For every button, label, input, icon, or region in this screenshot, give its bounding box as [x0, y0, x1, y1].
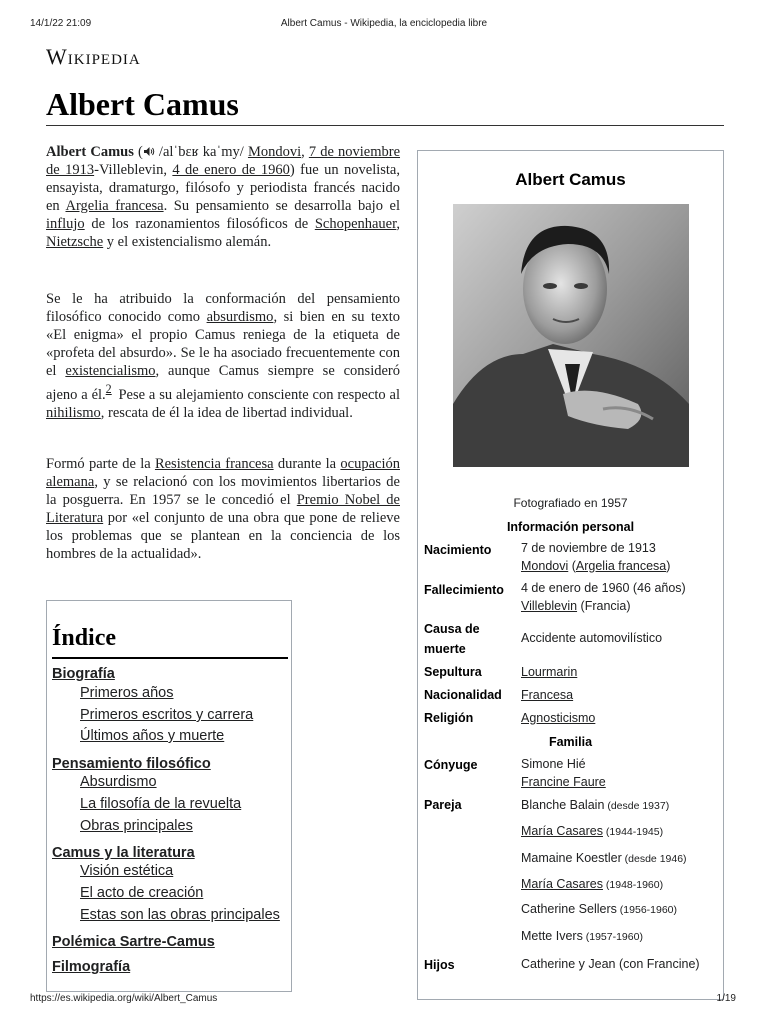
deathplace-text: Villeblevin	[98, 162, 164, 178]
label-religion: Religión	[424, 711, 474, 725]
link-francesa[interactable]: Francesa	[521, 688, 574, 702]
label-causa-muerte: Causa de muerte	[424, 622, 480, 656]
link-absurdismo[interactable]: absurdismo	[206, 309, 274, 325]
infobox-title: Albert Camus	[515, 170, 626, 189]
toc-item-pensamiento[interactable]: Pensamiento filosófico	[52, 756, 211, 772]
pareja-item: María Casares (1948-1960)	[521, 877, 664, 891]
lead-paragraph-3: Formó parte de la Resistencia francesa durante la ocupación alemana, y se relacionó con los movimientos libertarios de la posguerra. En 1957 se le concedió el Premio Nobel de Literatura por «el conjunto de una obra que pone de relieve los problemas que se plantean en la conciencia de los hombres de la actualidad».	[46, 456, 400, 562]
toc-item-polemica[interactable]: Polémica Sartre-Camus	[52, 934, 215, 950]
title-divider	[46, 125, 724, 126]
link-death-date[interactable]: 4 de enero de 1960	[172, 162, 290, 178]
label-nacimiento: Nacimiento	[424, 543, 492, 557]
print-datetime: 14/1/22 21:09	[30, 18, 92, 29]
pareja-item: Mette Ivers (1957-1960)	[521, 929, 643, 943]
toc-item-acto-creacion[interactable]: El acto de creación	[80, 885, 204, 901]
toc-item-ultimos-anos[interactable]: Últimos años y muerte	[80, 728, 225, 744]
label-hijos: Hijos	[424, 958, 455, 972]
link-existencialismo[interactable]: existencialismo	[65, 363, 156, 379]
toc-item-absurdismo[interactable]: Absurdismo	[80, 774, 157, 790]
article-title: Albert Camus	[46, 86, 239, 122]
link-nihilismo[interactable]: nihilismo	[46, 404, 101, 421]
pareja-item: Catherine Sellers (1956-1960)	[521, 902, 678, 916]
link-premio-nobel[interactable]: Premio Nobel de Literatura	[46, 492, 400, 526]
portrait-photo[interactable]	[453, 204, 689, 467]
value-hijos: Catherine y Jean (con Francine)	[521, 957, 700, 971]
link-agnosticismo[interactable]: Agnosticismo	[521, 711, 596, 725]
value-nacimiento: 7 de noviembre de 1913 Mondovi (Argelia francesa)	[521, 541, 671, 573]
infobox	[417, 150, 724, 1000]
toc-title: Índice	[52, 625, 117, 651]
value-causa-muerte: Accidente automovilístico	[521, 631, 663, 645]
link-lourmarin[interactable]: Lourmarin	[521, 665, 578, 679]
link-mondovi-infobox[interactable]: Mondovi	[521, 558, 569, 573]
photo-caption: Fotografiado en 1957	[513, 496, 628, 510]
toc-item-primeros-anos[interactable]: Primeros años	[80, 685, 174, 701]
print-page-title: Albert Camus - Wikipedia, la enciclopedia libre	[280, 18, 488, 29]
link-francine-faure[interactable]: Francine Faure	[521, 774, 606, 789]
lead-paragraph-1: Albert Camus ( /alˈbɛʁ kaˈmy/ Mondovi, 7 de noviembre de 1913-Villeblevin, 4 de enero de 1960) fue un novelista, ensayista, dramaturgo, filósofo y periodista francés nacido en Argelia francesa. Su pensamiento se desarrolla bajo el influjo de los razonamientos filosóficos de Schopenhauer, Nietzsche y el existencialismo alemán.	[46, 144, 401, 250]
label-conyuge: Cónyuge	[424, 758, 478, 772]
toc-item-primeros-escritos[interactable]: Primeros escritos y carrera	[80, 707, 254, 723]
reference-2[interactable]: 2	[105, 382, 112, 396]
label-nacionalidad: Nacionalidad	[424, 688, 502, 702]
toc-item-vision-estetica[interactable]: Visión estética	[80, 863, 174, 879]
link-villeblevin-infobox[interactable]: Villeblevin	[521, 598, 578, 613]
section-familia: Familia	[548, 735, 593, 749]
label-fallecimiento: Fallecimiento	[424, 583, 504, 597]
table-of-contents	[46, 600, 292, 992]
toc-item-estas-obras[interactable]: Estas son las obras principales	[80, 907, 280, 923]
link-resistencia-francesa[interactable]: Resistencia francesa	[154, 456, 274, 472]
ipa-pronunciation: /alˈbɛʁ kaˈmy/	[158, 144, 244, 160]
link-maria-casares[interactable]: María Casares	[521, 877, 603, 891]
link-mondovi[interactable]: Mondovi	[247, 144, 302, 160]
lead-paragraph-2: Se le ha atribuido la conformación del pensamiento filosófico conocido como absurdismo, si bien en su texto «El enigma» el propio Camus reniega de la etiqueta de «profeta del absurdo». Se le ha asociado frecuentemente con el existencialismo, aunque Camus siempre se consideró ajeno a él.$^2$ Pese a su alejamiento consciente con respecto al nihilismo, rescata de él la idea de libertad individual.	[46, 291, 400, 421]
pareja-item: Mamaine Koestler (desde 1946)	[521, 851, 687, 865]
link-argelia-infobox[interactable]: Argelia francesa	[575, 558, 667, 573]
print-url: https://es.wikipedia.org/wiki/Albert_Camus	[30, 993, 218, 1004]
toc-item-revuelta[interactable]: La filosofía de la revuelta	[80, 796, 242, 812]
toc-item-literatura[interactable]: Camus y la literatura	[52, 845, 195, 861]
link-nietzsche[interactable]: Nietzsche	[46, 234, 104, 250]
toc-divider	[52, 657, 288, 659]
subject-name: Albert Camus	[46, 144, 134, 160]
toc-item-biografia[interactable]: Biografía	[52, 666, 115, 682]
link-schopenhauer[interactable]: Schopenhauer	[314, 216, 397, 232]
label-pareja: Pareja	[424, 798, 462, 812]
link-argelia-francesa[interactable]: Argelia francesa	[65, 198, 164, 214]
pareja-item: Blanche Balain (desde 1937)	[521, 798, 670, 812]
link-birth-date[interactable]: 7 de noviembre de 1913	[46, 144, 401, 178]
section-informacion-personal: Información personal	[506, 520, 635, 534]
value-fallecimiento: 4 de enero de 1960 (46 años) Villeblevin (Francia)	[521, 581, 686, 613]
toc-item-filmografia[interactable]: Filmografía	[52, 959, 131, 975]
wikipedia-wordmark[interactable]: Wikipedia	[46, 44, 141, 69]
link-influjo[interactable]: influjo	[46, 216, 85, 232]
value-conyuge: Simone Hié Francine Faure	[521, 757, 606, 789]
link-maria-casares[interactable]: María Casares	[521, 824, 603, 838]
print-page-number: 1/19	[716, 993, 736, 1004]
toc-item-obras-principales[interactable]: Obras principales	[80, 818, 193, 834]
pareja-item: María Casares (1944-1945)	[521, 824, 664, 838]
link-ocupacion-alemana[interactable]: ocupación alemana	[46, 456, 400, 490]
label-sepultura: Sepultura	[424, 665, 482, 679]
speaker-icon[interactable]	[143, 146, 155, 157]
